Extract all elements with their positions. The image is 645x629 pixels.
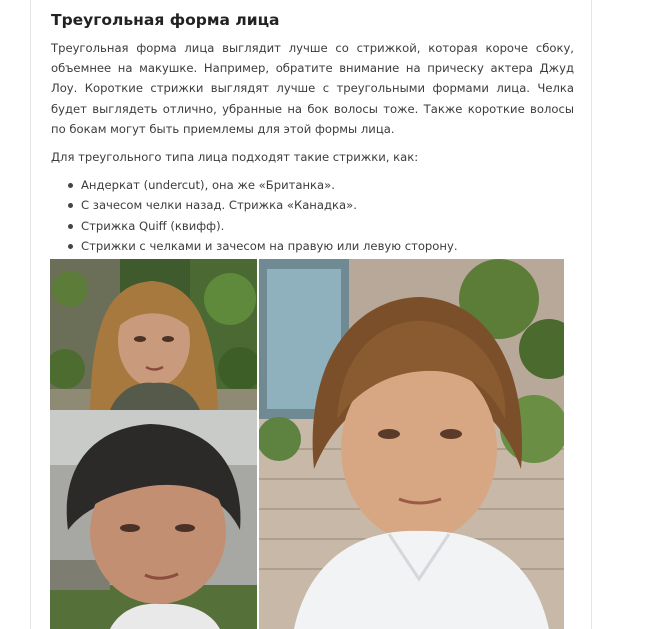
- list-intro: Для треугольного типа лица подходят такие стрижки, как:: [51, 150, 419, 165]
- photo-collage: [50, 259, 564, 629]
- bullet-icon: [68, 183, 73, 188]
- haircut-list: [51, 175, 574, 257]
- teen-boy-white-shirt-photo: [259, 259, 564, 629]
- bullet-icon: [68, 203, 73, 208]
- bullet-icon: [68, 224, 73, 229]
- list-item: [81, 216, 574, 236]
- article-heading: Треугольная форма лица: [51, 11, 280, 29]
- list-item-text: С зачесом челки назад. Стрижка «Канадка».: [81, 198, 357, 213]
- list-item-text: Стрижка Quiff (квифф).: [81, 218, 225, 233]
- list-item-text: Стрижки с челками и зачесом на правую или левую сторону.: [81, 239, 458, 254]
- list-item: [81, 236, 574, 256]
- young-man-dark-hair-photo: [50, 410, 257, 629]
- list-item: [81, 175, 574, 195]
- bullet-icon: [68, 244, 73, 249]
- article-paragraph: Треугольная форма лица выглядит лучше со стрижкой, которая короче сбоку, объемнее на макушке. Например, обратите внимание на прическу актера Джуд Лоу. Короткие стрижки выглядят лучше с треугольными формами лица. Челка будет выглядеть отлично, убранные на бок волосы тоже. Также короткие волосы по бокам могут быть приемлемы для этой формы лица.: [51, 41, 574, 136]
- list-item-text: Андеркат (undercut), она же «Британка».: [81, 178, 335, 193]
- woman-portrait-photo: [50, 259, 257, 410]
- list-item: [81, 195, 574, 215]
- article-content: [51, 8, 574, 257]
